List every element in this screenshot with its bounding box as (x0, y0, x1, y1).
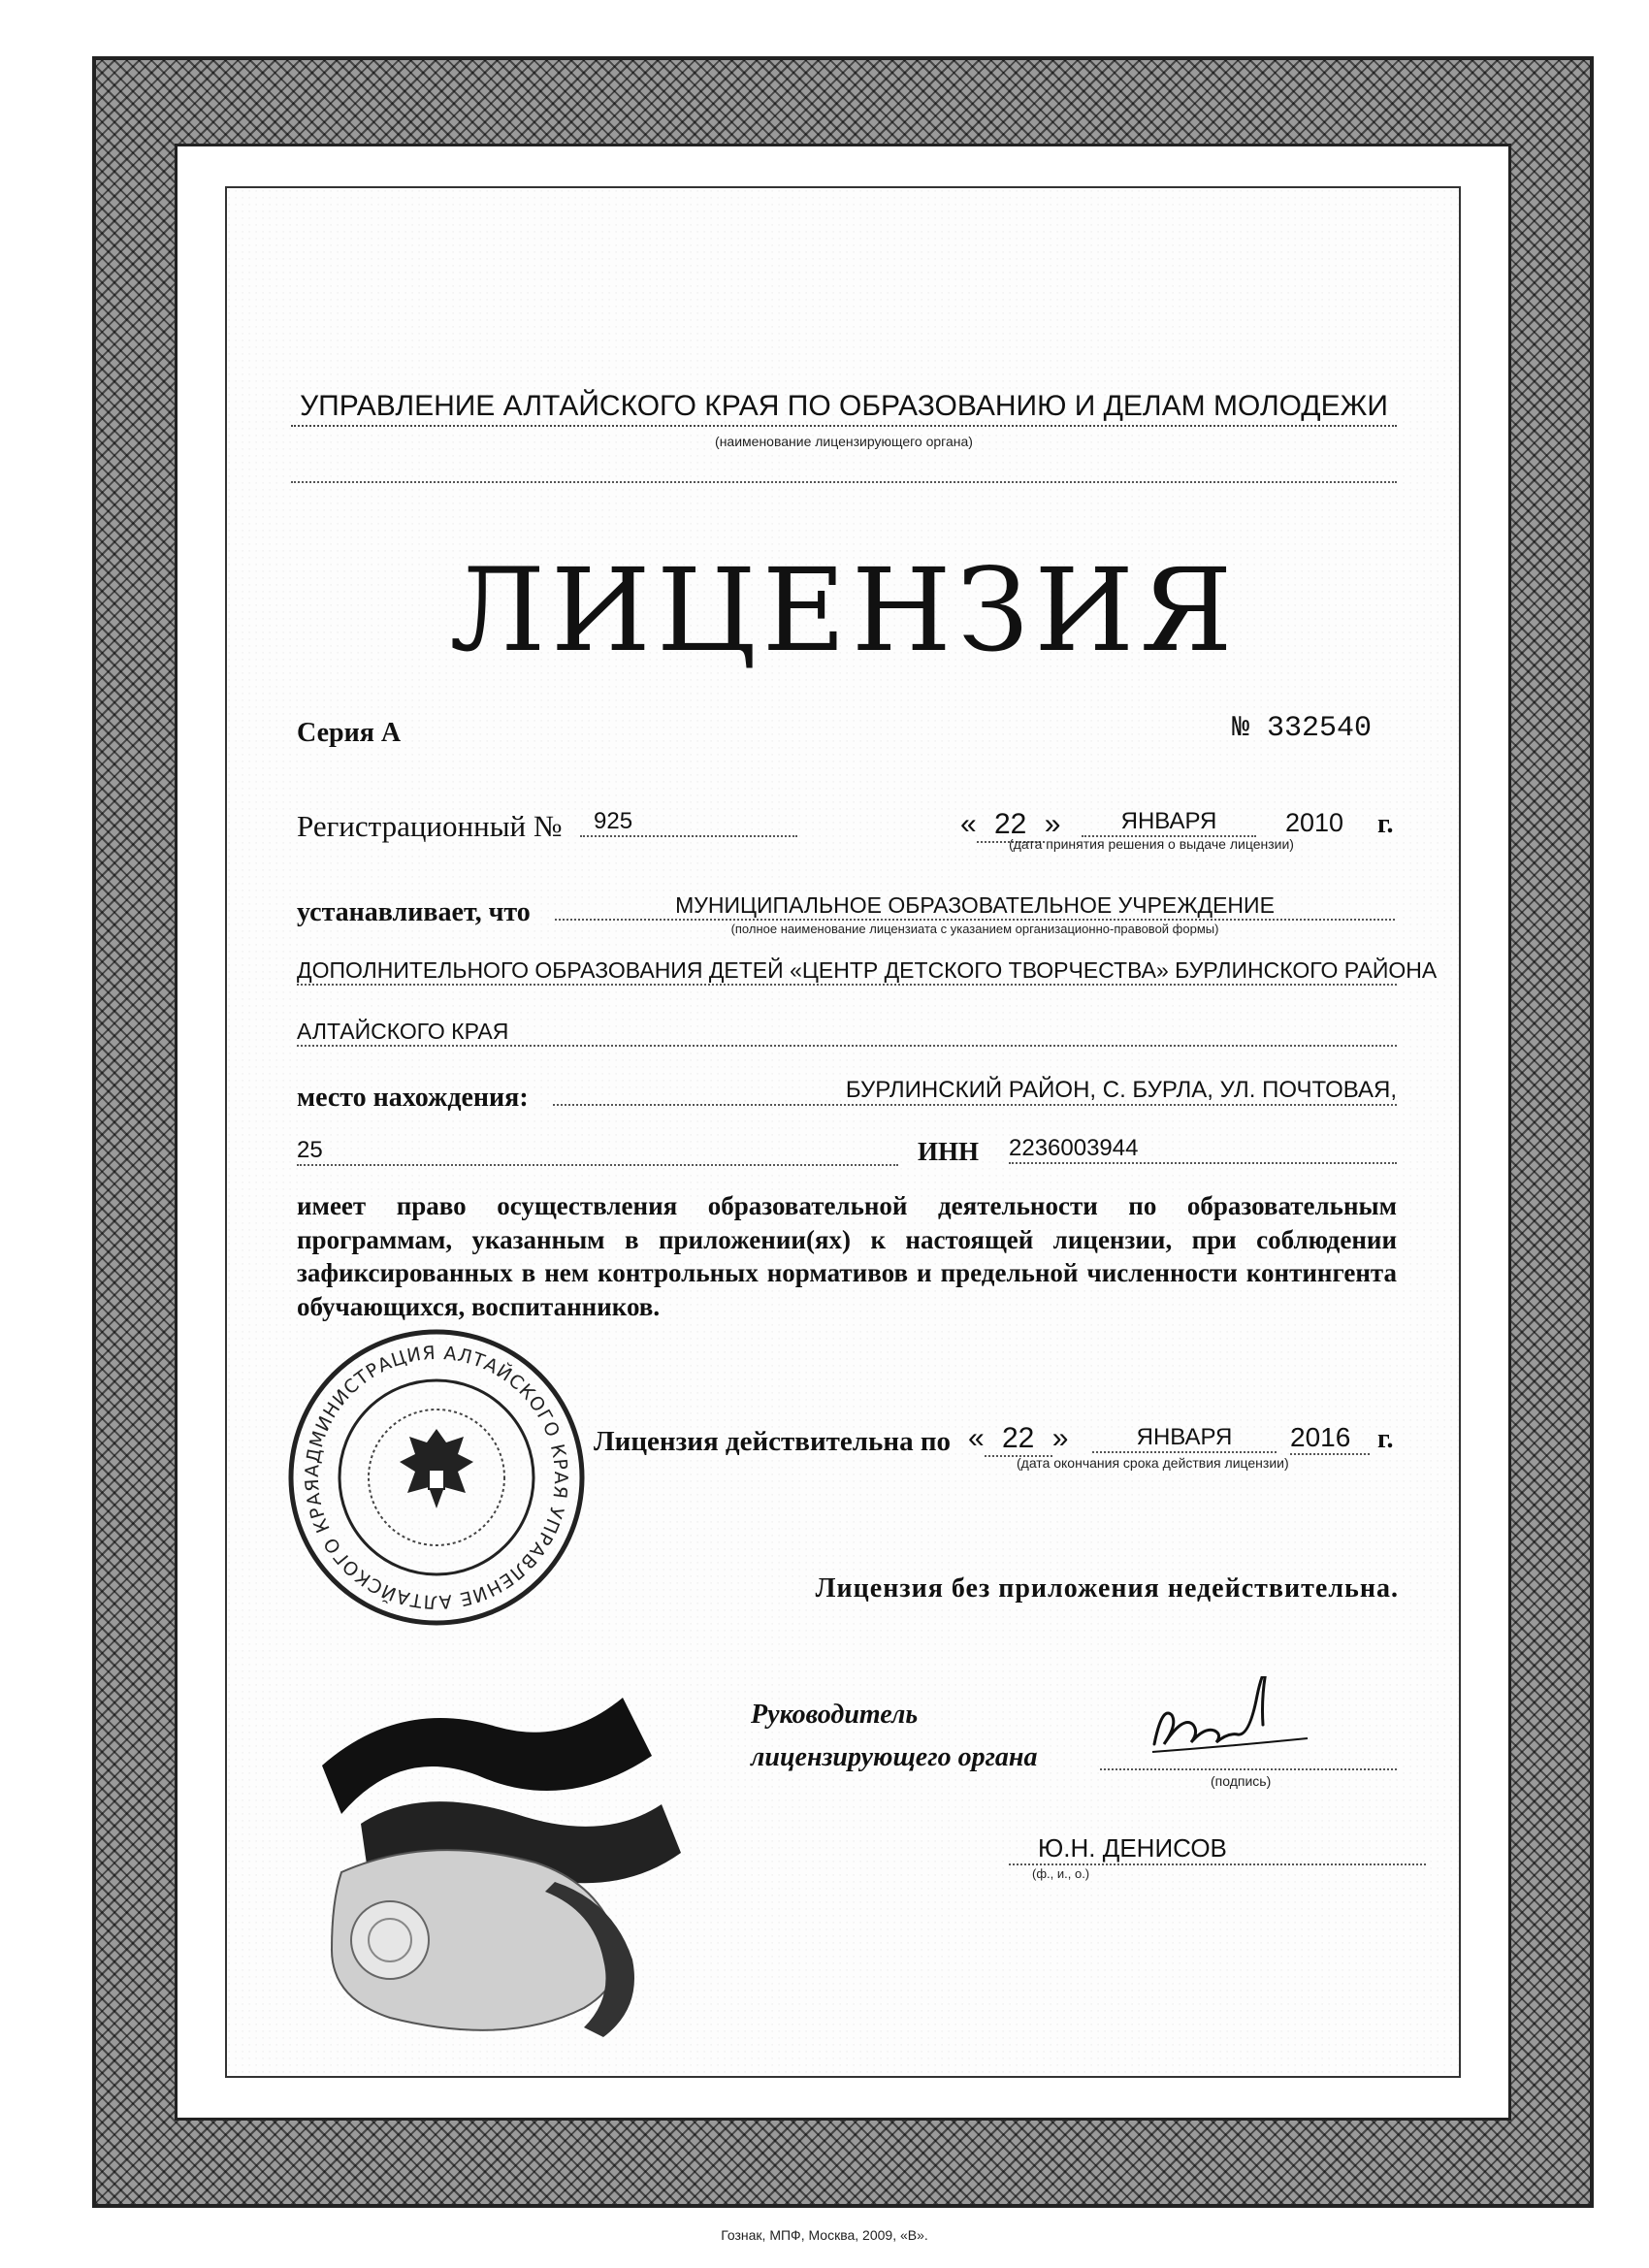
licensee-label: устанавливает, что (297, 897, 531, 927)
registration-year-suffix: г. (1377, 809, 1394, 839)
licensing-authority-caption: (наименование лицензирующего органа) (715, 434, 973, 449)
document-title: ЛИЦЕНЗИЯ (449, 543, 1239, 677)
coat-of-arms-icon (400, 1429, 473, 1508)
handwritten-signature (1145, 1676, 1339, 1764)
signatory-title-line-2: лицензирующего органа (751, 1742, 1038, 1772)
validity-label: Лицензия действительна по (594, 1426, 952, 1457)
validity-day: 22 (985, 1422, 1052, 1457)
licensee-line-2: ДОПОЛНИТЕЛЬНОГО ОБРАЗОВАНИЯ ДЕТЕЙ «ЦЕНТР ДЕТСКОГО ТВОРЧЕСТВА» БУРЛИНСКОГО РАЙОНА (297, 957, 1397, 986)
registration-number: 925 (580, 808, 797, 837)
inn-value: 2236003944 (1009, 1135, 1397, 1164)
inn-label: ИНН (918, 1137, 980, 1166)
authority-second-line (291, 481, 1397, 483)
location-label: место нахождения: (297, 1083, 529, 1113)
signatory-name-caption: (ф., и., о.) (1032, 1866, 1090, 1881)
registration-label: Регистрационный № (297, 809, 563, 843)
licensee-caption: (полное наименование лицензиата с указанием организационно-правовой формы) (730, 922, 1219, 936)
signature-caption: (подпись) (1211, 1773, 1272, 1789)
registration-date-caption: (дата принятия решения о выдаче лицензии) (1009, 836, 1294, 852)
licensee-line-1: МУНИЦИПАЛЬНОЕ ОБРАЗОВАТЕЛЬНОЕ УЧРЕЖДЕНИЕ (555, 892, 1395, 921)
validity-year: 2016 (1290, 1422, 1370, 1455)
notice-text: Лицензия без приложения недействительна. (815, 1573, 1399, 1604)
registration-day: 22 (977, 808, 1045, 843)
validity-date: « 22 » (968, 1422, 1068, 1457)
number-value: 332540 (1267, 712, 1373, 745)
printer-note: Гознак, МПФ, Москва, 2009, «В». (721, 2227, 928, 2243)
rights-paragraph: имеет право осуществления образовательной деятельности по образовательным программам, указанным в приложении(ях) к настоящей лицензии, при соблюдении зафиксированных в нем контрольных нормативов и предельной численности контингента обучающихся, воспитанников. (297, 1191, 1397, 1321)
license-number (1232, 712, 1372, 745)
location-line-2: 25 (297, 1137, 898, 1166)
ribbon-scroll-illustration (303, 1649, 739, 2057)
licensing-authority-name: УПРАВЛЕНИЕ АЛТАЙСКОГО КРАЯ ПО ОБРАЗОВАНИЮ И ДЕЛАМ МОЛОДЕЖИ (291, 390, 1397, 427)
series-label: Серия (297, 718, 374, 748)
registration-month: ЯНВАРЯ (1082, 808, 1256, 837)
series (297, 718, 401, 749)
licensee-line-3: АЛТАЙСКОГО КРАЯ (297, 1019, 1397, 1047)
validity-month: ЯНВАРЯ (1092, 1424, 1277, 1453)
number-sign: № (1232, 712, 1250, 745)
official-seal (283, 1324, 590, 1631)
validity-date-caption: (дата окончания срока действия лицензии) (1017, 1455, 1289, 1471)
signatory-title-line-1: Руководитель (751, 1700, 919, 1730)
signatory-name: Ю.Н. ДЕНИСОВ (1009, 1833, 1426, 1865)
validity-year-suffix: г. (1377, 1424, 1394, 1454)
location-line-1: БУРЛИНСКИЙ РАЙОН, С. БУРЛА, УЛ. ПОЧТОВАЯ, (553, 1077, 1397, 1106)
seal-graphic (283, 1324, 590, 1631)
registration-date: « 22 » (960, 808, 1060, 843)
seal-text: АДМИНИСТРАЦИЯ АЛТАЙСКОГО КРАЯ УПРАВЛЕНИЕ АЛТАЙСКОГО КРАЯ (301, 1342, 572, 1613)
registration-year: 2010 (1285, 808, 1344, 837)
series-value: А (380, 718, 402, 748)
signature-line (1100, 1768, 1397, 1770)
